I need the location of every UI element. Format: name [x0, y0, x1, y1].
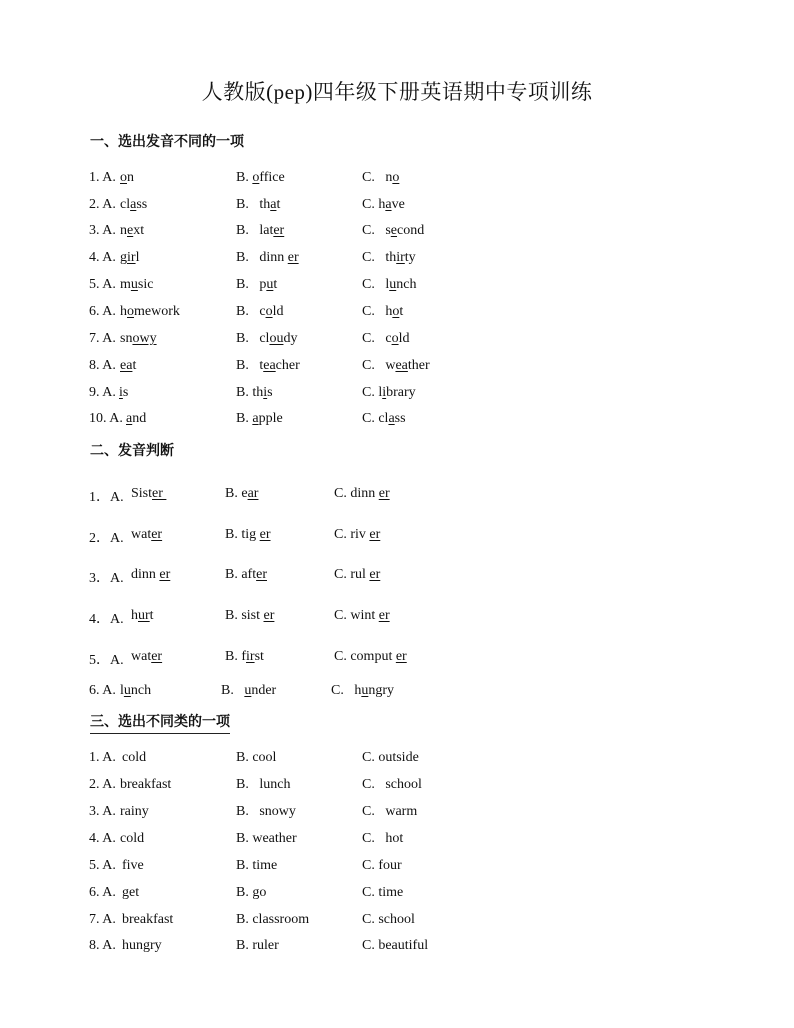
option-text: mework	[134, 304, 180, 319]
option-text: t	[399, 304, 404, 319]
option-text: C. dinn	[334, 486, 379, 501]
option-text: cold	[122, 750, 147, 765]
question-number: 4. A.	[89, 831, 116, 846]
option-b	[236, 358, 300, 374]
underlined-letters: er	[273, 223, 285, 238]
option-text: B.	[236, 170, 253, 185]
option-text: hungry	[122, 938, 162, 953]
option-text: nder	[251, 683, 277, 698]
option-b	[236, 411, 283, 427]
underlined-letters: a	[270, 197, 277, 212]
option-text: n	[127, 170, 134, 185]
underlined-letters: er	[256, 567, 267, 582]
option-text: t	[149, 608, 154, 623]
question-number: 3. A.	[89, 223, 116, 238]
underlined-letters: er	[259, 527, 271, 542]
option-b	[236, 804, 296, 820]
question-row	[0, 277, 794, 297]
underlined-letters: u	[244, 683, 252, 698]
option-text: wat	[131, 527, 152, 542]
option-text: C. school	[362, 777, 422, 792]
question-number: 8. A.	[89, 358, 116, 373]
option-text: C. s	[362, 223, 391, 238]
option-text: ld	[398, 331, 410, 346]
option-a	[113, 197, 147, 213]
option-a	[113, 223, 144, 239]
option-text: C. rul	[334, 567, 370, 582]
option-a	[113, 831, 144, 847]
option-text: B. weather	[236, 831, 297, 846]
option-text: B. dinn	[236, 250, 288, 265]
question-row	[0, 567, 794, 587]
option-c	[362, 858, 402, 874]
underlined-letters: a	[388, 411, 395, 426]
option-text: C. th	[362, 250, 397, 265]
option-b	[236, 912, 309, 928]
option-c	[362, 170, 399, 186]
question-row	[0, 197, 794, 217]
option-b	[236, 385, 273, 401]
option-b	[236, 170, 285, 186]
question-number: 4. A.	[89, 250, 116, 265]
option-text: B. p	[236, 277, 267, 292]
option-b	[225, 567, 267, 583]
option-b	[236, 304, 283, 320]
question-number: 10. A.	[89, 411, 127, 426]
question-number: 1. A.	[89, 750, 120, 765]
option-text: C. time	[362, 885, 404, 900]
question-number: 2. A.	[89, 777, 116, 792]
option-text: C. outside	[362, 750, 419, 765]
option-c	[362, 223, 424, 239]
option-text: dinn	[131, 567, 160, 582]
option-b	[236, 197, 280, 213]
option-text: h	[131, 608, 138, 623]
option-text: B. cl	[236, 331, 270, 346]
option-text: C. cl	[362, 411, 389, 426]
question-number: 6. A.	[89, 304, 116, 319]
underlined-letters: ea	[120, 358, 133, 373]
underlined-letters: o	[252, 170, 260, 185]
question-row	[0, 649, 794, 669]
option-text: nch	[396, 277, 417, 292]
option-text: st	[254, 649, 264, 664]
section-heading: 二、发音判断	[90, 443, 174, 459]
underlined-letters: er	[151, 527, 163, 542]
option-text: B. e	[225, 486, 248, 501]
option-c	[362, 831, 403, 847]
question-row	[0, 304, 794, 324]
option-text: pple	[258, 411, 283, 426]
option-text: C. wint	[334, 608, 379, 623]
question-row	[0, 486, 794, 506]
option-text	[113, 358, 120, 373]
option-text: B. snowy	[236, 804, 296, 819]
underlined-letters: ir	[246, 649, 255, 664]
option-text: B. lunch	[236, 777, 291, 792]
underlined-letters: i	[263, 385, 268, 400]
question-number: 7. A.	[89, 912, 120, 927]
option-a	[122, 750, 146, 766]
option-a	[113, 331, 157, 347]
underlined-letters: u	[130, 277, 138, 292]
option-a	[122, 858, 144, 874]
option-b	[236, 777, 290, 793]
option-b	[236, 223, 284, 239]
underlined-letters: er	[395, 649, 407, 664]
question-row	[0, 331, 794, 351]
question-row	[0, 385, 794, 405]
option-text: t	[276, 197, 281, 212]
section-heading: 一、选出发音不同的一项	[90, 134, 244, 150]
option-text: nch	[130, 683, 152, 698]
underlined-letters: o	[127, 304, 134, 319]
question-row	[0, 804, 794, 824]
option-text: B. ruler	[236, 938, 279, 953]
option-text: B. aft	[225, 567, 257, 582]
question-number: 2. A.	[89, 197, 116, 212]
option-text: C. h	[331, 683, 362, 698]
underlined-letters: u	[389, 277, 397, 292]
option-text: B. lat	[236, 223, 274, 238]
question-number: 9. A.	[89, 385, 120, 400]
option-b	[225, 527, 271, 543]
document-title: 人教版(pep)四年级下册英语期中专项训练	[201, 80, 593, 104]
question-row	[0, 527, 794, 547]
option-text: B.	[221, 683, 245, 698]
option-a	[119, 385, 128, 401]
underlined-letters: e	[390, 223, 398, 238]
question-number: 8. A.	[89, 938, 120, 953]
option-b	[236, 250, 299, 266]
underlined-letters: er	[287, 250, 299, 265]
option-a	[113, 358, 136, 374]
option-text: C. school	[362, 912, 415, 927]
section-heading: 三、选出不同类的一项	[90, 711, 230, 734]
underlined-letters: er	[369, 527, 381, 542]
underlined-letters: u	[361, 683, 369, 698]
option-text: s	[267, 385, 273, 400]
option-text: C. c	[362, 331, 392, 346]
underlined-letters: e	[127, 223, 134, 238]
option-c	[334, 567, 380, 583]
underlined-letters: ou	[269, 331, 284, 346]
question-row	[0, 777, 794, 797]
option-b	[236, 831, 297, 847]
option-text: ngry	[368, 683, 395, 698]
underlined-letters: er	[151, 649, 163, 664]
question-number: 6. A.	[89, 885, 120, 900]
option-c	[362, 750, 419, 766]
option-c	[362, 938, 428, 954]
option-c	[362, 358, 430, 374]
option-text: B. th	[236, 385, 264, 400]
option-text: s	[122, 385, 129, 400]
underlined-letters: u	[266, 277, 274, 292]
option-c	[362, 912, 415, 928]
option-a	[126, 411, 146, 427]
option-a	[113, 804, 149, 820]
underlined-letters: er	[263, 608, 275, 623]
option-a	[131, 649, 162, 665]
option-text: cond	[397, 223, 425, 238]
question-number: 3. A.	[89, 804, 116, 819]
option-b	[225, 649, 264, 665]
option-text: C. comput	[334, 649, 396, 664]
option-text: B.	[236, 411, 253, 426]
option-text: get	[122, 885, 140, 900]
option-a	[131, 486, 166, 502]
option-text: C. beautiful	[362, 938, 429, 953]
underlined-letters: o	[265, 304, 273, 319]
underlined-letters: i	[382, 385, 387, 400]
option-a	[122, 938, 162, 954]
option-text: ss	[394, 411, 406, 426]
question-row	[0, 858, 794, 878]
option-text: sn	[113, 331, 133, 346]
option-text: ld	[272, 304, 284, 319]
question-number: 4．A.	[89, 612, 128, 627]
option-c	[362, 885, 403, 901]
option-c	[362, 804, 417, 820]
option-text: Sist	[131, 486, 153, 501]
question-row	[0, 938, 794, 958]
option-text: n	[113, 223, 127, 238]
question-row	[0, 831, 794, 851]
option-c	[362, 331, 409, 347]
option-a	[131, 608, 154, 624]
option-text: C. warm	[362, 804, 418, 819]
option-b	[225, 486, 258, 502]
option-text: l	[113, 683, 124, 698]
option-text: B. go	[236, 885, 267, 900]
option-c	[362, 385, 416, 401]
option-a	[113, 170, 134, 186]
option-text: B. c	[236, 304, 266, 319]
option-text: g	[113, 250, 127, 265]
question-row	[0, 885, 794, 905]
underlined-letters: ea	[395, 358, 408, 373]
option-text: breakfast	[113, 777, 172, 792]
option-text: wat	[131, 649, 152, 664]
option-text: sic	[137, 277, 154, 292]
option-text: B. t	[236, 358, 264, 373]
question-row	[0, 358, 794, 378]
option-text: C. h	[362, 197, 386, 212]
option-b	[225, 608, 274, 624]
option-b	[236, 277, 277, 293]
underlined-letters: er	[378, 608, 390, 623]
option-text: B. time	[236, 858, 278, 873]
question-row	[0, 223, 794, 243]
underlined-letters: owy	[132, 331, 157, 346]
option-text: B. f	[225, 649, 246, 664]
option-text: five	[122, 858, 144, 873]
underlined-letters: o	[392, 170, 400, 185]
option-c	[362, 197, 405, 213]
option-text: B. tig	[225, 527, 260, 542]
option-text: ty	[404, 250, 416, 265]
option-a	[122, 885, 139, 901]
option-text: C. hot	[362, 831, 404, 846]
option-text: C. l	[362, 385, 383, 400]
option-c	[362, 250, 416, 266]
option-text: B. th	[236, 197, 271, 212]
question-row	[0, 250, 794, 270]
underlined-letters: er	[369, 567, 381, 582]
option-text: B. sist	[225, 608, 264, 623]
option-text: h	[113, 304, 127, 319]
option-text: C. w	[362, 358, 396, 373]
option-text: m	[113, 277, 131, 292]
option-b	[221, 683, 276, 699]
option-text: brary	[386, 385, 416, 400]
option-text: l	[135, 250, 140, 265]
option-b	[236, 858, 277, 874]
option-text: ss	[136, 197, 148, 212]
underlined-letters: ir	[396, 250, 405, 265]
question-row	[0, 683, 794, 703]
underlined-letters: a	[130, 197, 137, 212]
underlined-letters: a	[126, 411, 133, 426]
option-text: cl	[113, 197, 131, 212]
option-a	[113, 250, 139, 266]
option-a	[113, 683, 151, 699]
option-text: C. h	[362, 304, 393, 319]
underlined-letters: ur	[138, 608, 150, 623]
underlined-letters: er	[152, 486, 167, 501]
option-text	[113, 170, 120, 185]
option-c	[334, 608, 390, 624]
option-text: dy	[283, 331, 298, 346]
option-text: cher	[275, 358, 300, 373]
option-c	[331, 683, 394, 699]
option-text: t	[273, 277, 278, 292]
option-b	[236, 331, 297, 347]
option-a	[113, 304, 180, 320]
option-text: ffice	[259, 170, 285, 185]
option-text: B. cool	[236, 750, 277, 765]
underlined-letters: o	[120, 170, 127, 185]
option-a	[131, 527, 162, 543]
option-c	[362, 304, 403, 320]
option-b	[236, 750, 276, 766]
question-number: 6. A.	[89, 683, 116, 698]
underlined-letters: u	[123, 683, 131, 698]
option-text: cold	[113, 831, 145, 846]
option-c	[334, 486, 390, 502]
option-b	[236, 885, 266, 901]
option-c	[362, 411, 406, 427]
question-row	[0, 608, 794, 628]
option-text: nd	[132, 411, 147, 426]
question-row	[0, 912, 794, 932]
underlined-letters: i	[119, 385, 123, 400]
question-number: 1．A.	[89, 490, 128, 505]
question-row	[0, 170, 794, 190]
option-text: ther	[407, 358, 430, 373]
question-row	[0, 411, 794, 431]
option-c	[362, 277, 416, 293]
option-b	[236, 938, 279, 954]
option-text: t	[132, 358, 137, 373]
option-c	[362, 777, 422, 793]
underlined-letters: er	[159, 567, 171, 582]
option-c	[334, 649, 407, 665]
underlined-letters: o	[391, 331, 399, 346]
option-text: C. four	[362, 858, 402, 873]
option-a	[131, 567, 170, 583]
option-a	[113, 277, 153, 293]
option-text: ve	[391, 197, 405, 212]
option-text: C. n	[362, 170, 393, 185]
question-number: 7. A.	[89, 331, 116, 346]
option-text: rainy	[113, 804, 149, 819]
underlined-letters: er	[378, 486, 390, 501]
underlined-letters: ir	[127, 250, 136, 265]
question-number: 2．A.	[89, 531, 128, 546]
underlined-letters: ar	[247, 486, 259, 501]
option-text: C. l	[362, 277, 390, 292]
option-c	[334, 527, 380, 543]
option-text: B. classroom	[236, 912, 310, 927]
option-text: xt	[133, 223, 145, 238]
question-number: 1. A.	[89, 170, 116, 185]
underlined-letters: ea	[263, 358, 276, 373]
question-number: 5. A.	[89, 277, 116, 292]
underlined-letters: a	[252, 411, 259, 426]
question-row	[0, 750, 794, 770]
question-number: 3．A.	[89, 571, 128, 586]
option-text: breakfast	[122, 912, 174, 927]
option-text: C. riv	[334, 527, 370, 542]
underlined-letters: a	[385, 197, 392, 212]
question-number: 5. A.	[89, 858, 120, 873]
option-a	[122, 912, 173, 928]
question-number: 5．A.	[89, 653, 128, 668]
option-a	[113, 777, 171, 793]
underlined-letters: o	[392, 304, 400, 319]
